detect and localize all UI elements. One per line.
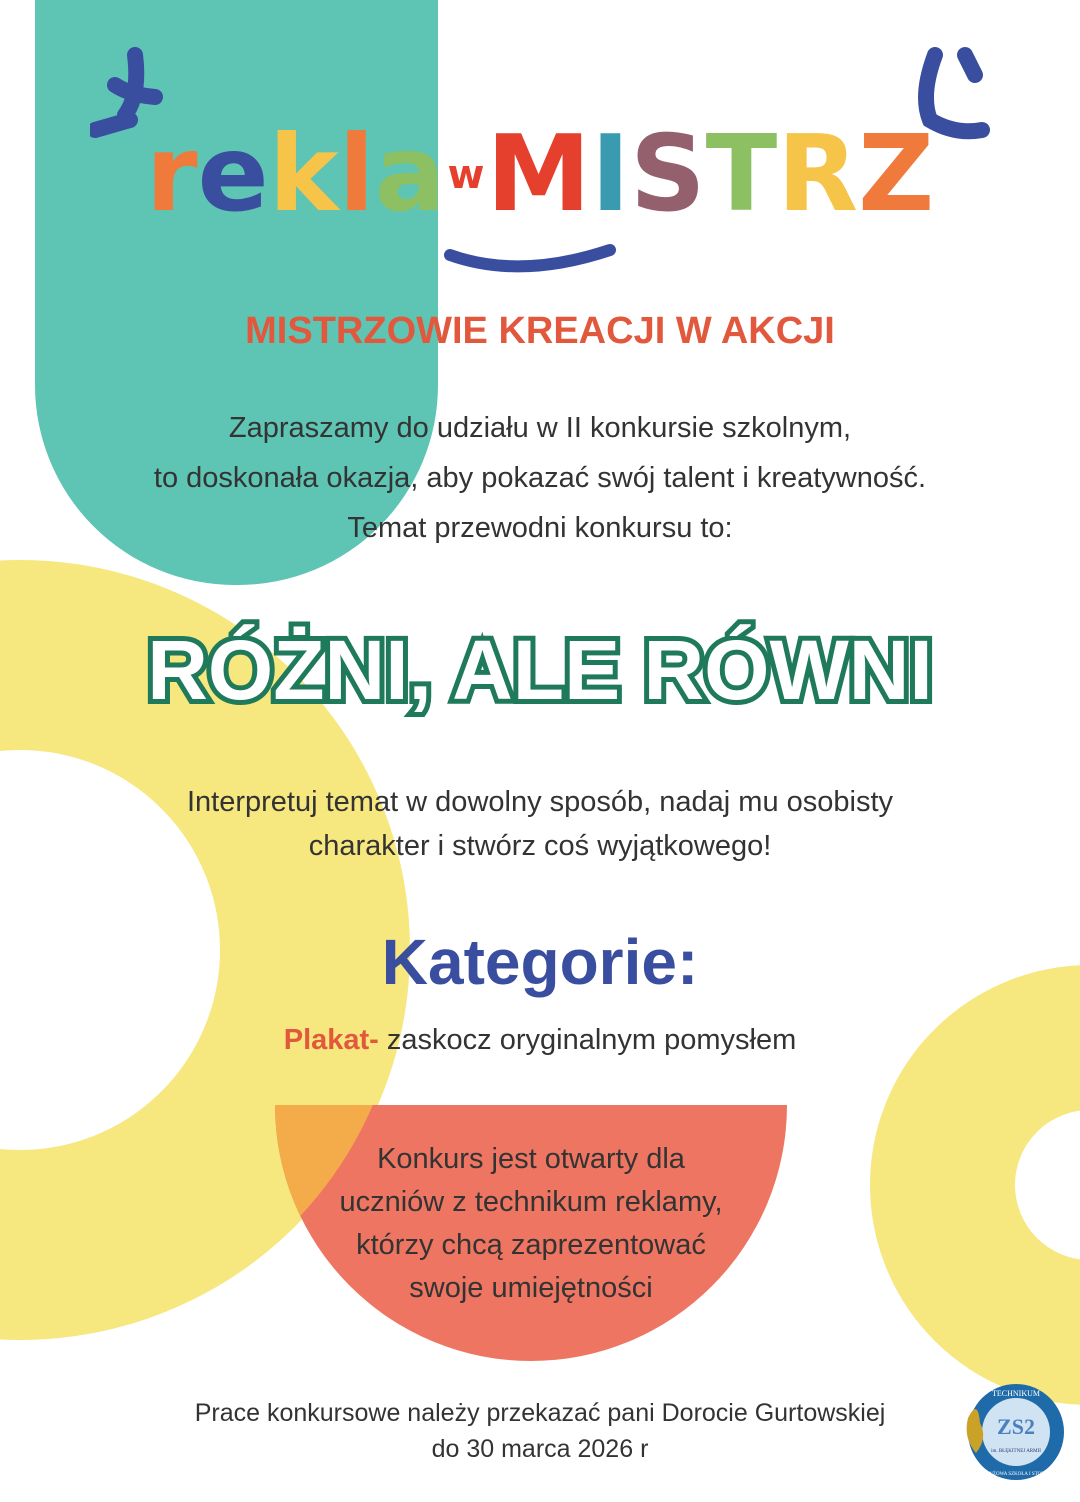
category-name: Plakat- xyxy=(283,1024,379,1056)
logo-text-part2 xyxy=(486,113,935,236)
interpret-line: Interpretuj temat w dowolny sposób, nadaj mu osobisty xyxy=(186,786,894,818)
footer-line: Prace konkursowe należy przekazać pani Dorocie Gurtowskiej xyxy=(194,1399,886,1427)
category-desc: zaskocz oryginalnym pomysłem xyxy=(378,1024,797,1056)
eligibility-line: swoje umiejętności xyxy=(409,1272,653,1304)
logo-text-part1 xyxy=(145,113,446,236)
intro-text xyxy=(0,403,1080,553)
intro-line: Temat przewodni konkursu to: xyxy=(347,512,733,544)
badge-center-text: ZS2 xyxy=(997,1414,1035,1439)
logo-letter: e xyxy=(197,113,269,236)
logo-letter: a xyxy=(374,113,446,236)
logo-letter: I xyxy=(590,113,630,236)
subtitle: MISTRZOWIE KREACJI W AKCJI xyxy=(245,310,835,352)
school-badge-logo xyxy=(958,1378,1066,1486)
logo-w: w xyxy=(447,152,485,198)
eligibility-line: uczniów z technikum reklamy, xyxy=(339,1186,723,1218)
badge-bottom-text: BRANŻOWA SZKOŁA I STOPNIA xyxy=(979,1472,1053,1477)
badge-top-text: TECHNIKUM xyxy=(992,1389,1040,1398)
eligibility-text xyxy=(275,1138,787,1310)
logo-letter: S xyxy=(630,113,706,236)
logo-letter: Z xyxy=(858,113,935,236)
footer-line: do 30 marca 2026 r xyxy=(431,1435,649,1463)
intro-line: to doskonała okazja, aby pokazać swój talent i kreatywność. xyxy=(153,462,927,494)
logo-letter: k xyxy=(268,113,339,236)
eligibility-line: Konkurs jest otwarty dla xyxy=(377,1143,685,1175)
logo-letter: R xyxy=(777,113,859,236)
logo xyxy=(90,70,990,280)
footer-text xyxy=(0,1395,1080,1467)
category-item xyxy=(0,1015,1080,1065)
interpret-text xyxy=(0,780,1080,868)
theme-title: RÓŻNI, ALE RÓWNI xyxy=(147,623,933,717)
badge-middle-text: im. BŁĘKITNEJ ARMII xyxy=(991,1449,1041,1454)
intro-line: Zapraszamy do udziału w II konkursie szkolnym, xyxy=(228,412,852,444)
logo-letter: T xyxy=(705,113,778,236)
categories-title: Kategorie: xyxy=(381,926,699,998)
eligibility-line: którzy chcą zaprezentować xyxy=(356,1229,706,1261)
logo-letter: l xyxy=(338,113,375,236)
logo-letter: M xyxy=(486,113,591,236)
interpret-line: charakter i stwórz coś wyjątkowego! xyxy=(308,830,772,862)
logo-letter: r xyxy=(145,113,198,236)
